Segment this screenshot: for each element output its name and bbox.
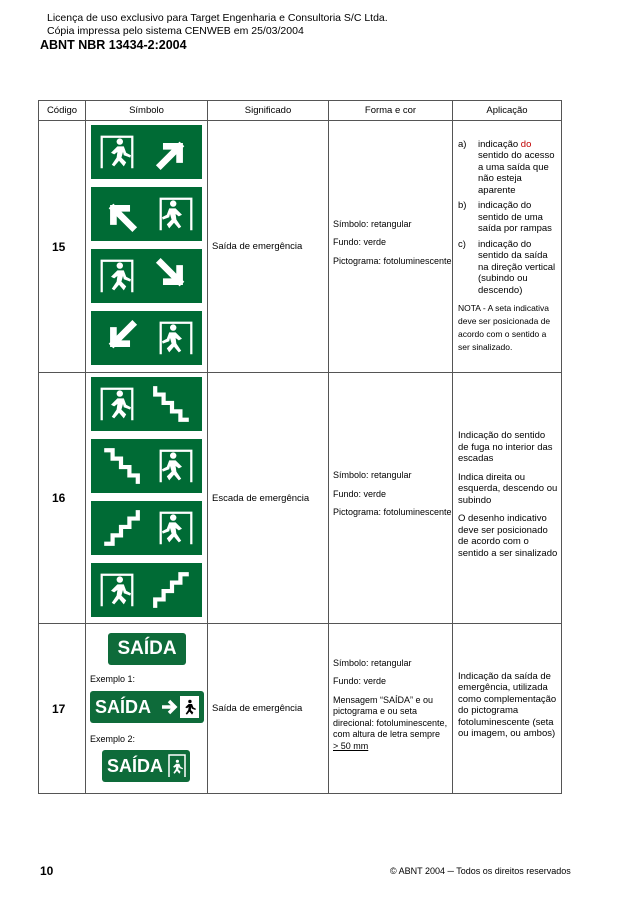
saida-sign-text: SAÍDA (117, 638, 177, 659)
header-code: Código (39, 101, 86, 121)
application-item: a) indicação do sentido do acesso a uma saída que não esteja aparente (458, 138, 555, 196)
saida-text-sign (108, 633, 186, 665)
row-meaning: Saída de emergência (208, 121, 329, 373)
saida-arrow-sign (90, 691, 204, 723)
door-runner-icon (167, 754, 187, 778)
row-code: 16 (39, 373, 86, 624)
stairs-sign-up-left (91, 439, 202, 493)
application-paragraph: Indica direita ou esquerda, descendo ou subindo (458, 471, 558, 506)
form-pictogram: Pictograma: fotoluminescente (333, 255, 452, 266)
form-pictogram: Pictograma: fotoluminescente (333, 507, 452, 518)
standard-code: ABNT NBR 13434-2:2004 (40, 38, 187, 52)
license-line-1: Licença de uso exclusivo para Target Engenharia e Consultoria S/C Ltda. (47, 12, 388, 24)
header-meaning: Significado (208, 101, 329, 121)
symbol-cell (86, 624, 208, 794)
saida-runner-sign (102, 750, 190, 782)
signs-table (38, 100, 562, 794)
row-form (329, 121, 453, 373)
form-letter-height: > 50 mm (333, 740, 369, 751)
form-shape: Símbolo: retangular (333, 218, 412, 229)
symbol-cell (86, 121, 208, 373)
row-form (329, 373, 453, 624)
application-item: b) indicação do sentido de uma saída por rampas (458, 200, 552, 235)
license-notice (47, 12, 388, 37)
application-paragraph: Indicação do sentido de fuga no interior das escadas (458, 430, 553, 464)
form-message: Mensagem “SAÍDA” e ou pictograma e ou seta direcional: fotoluminescente, com altura de letra sempre (333, 694, 448, 740)
header-application: Aplicação (453, 101, 562, 121)
exit-sign-up-right (91, 125, 202, 179)
form-shape: Símbolo: retangular (333, 470, 412, 481)
table-row (39, 121, 562, 373)
stairs-sign-down-right (91, 377, 202, 431)
table-header-row (39, 101, 562, 121)
row-application (453, 373, 562, 624)
application-item: c) indicação do sentido da saída na direção vertical (subindo ou descendo) (458, 238, 556, 296)
stairs-sign-down-left (91, 501, 202, 555)
saida-sign-text: SAÍDA (107, 756, 164, 776)
header-symbol: Símbolo (86, 101, 208, 121)
page-number: 10 (40, 864, 54, 878)
form-background: Fundo: verde (333, 237, 387, 248)
exit-sign-down-right (91, 249, 202, 303)
form-background: Fundo: verde (333, 676, 387, 687)
application-paragraph: O desenho indicativo deve ser posicionado de acordo com o sentido a ser sinalizado (458, 513, 558, 559)
copyright: © ABNT 2004 ─ Todos os direitos reservados (390, 866, 571, 876)
saida-sign-text: SAÍDA (95, 697, 152, 717)
row-code: 17 (39, 624, 86, 794)
row-meaning: Saída de emergência (208, 624, 329, 794)
row-application (453, 624, 562, 794)
row-application (453, 121, 562, 373)
arrow-runner-icon (160, 695, 200, 719)
form-shape: Símbolo: retangular (333, 657, 412, 668)
header-form: Forma e cor (329, 101, 453, 121)
license-line-2: Cópia impressa pelo sistema CENWEB em 25/03/2004 (47, 24, 304, 37)
symbol-cell (86, 373, 208, 624)
form-background: Fundo: verde (333, 488, 387, 499)
table-row (39, 373, 562, 624)
exit-sign-down-left (91, 311, 202, 365)
application-note: NOTA - A seta indicativa deve ser posicionada de acordo com o sentido a ser sinalizado. (458, 303, 551, 353)
example-1-label: Exemplo 1: (90, 674, 136, 684)
row-code: 15 (39, 121, 86, 373)
stairs-sign-up-right (91, 563, 202, 617)
exit-sign-up-left (91, 187, 202, 241)
application-paragraph: Indicação da saída de emergência, utilizada como complementação do pictograma fotoluminescente (seta ou imagem, ou ambos) (458, 670, 557, 739)
table-row (39, 624, 562, 794)
row-form (329, 624, 453, 794)
example-2-label: Exemplo 2: (90, 734, 136, 744)
row-meaning: Escada de emergência (208, 373, 329, 624)
